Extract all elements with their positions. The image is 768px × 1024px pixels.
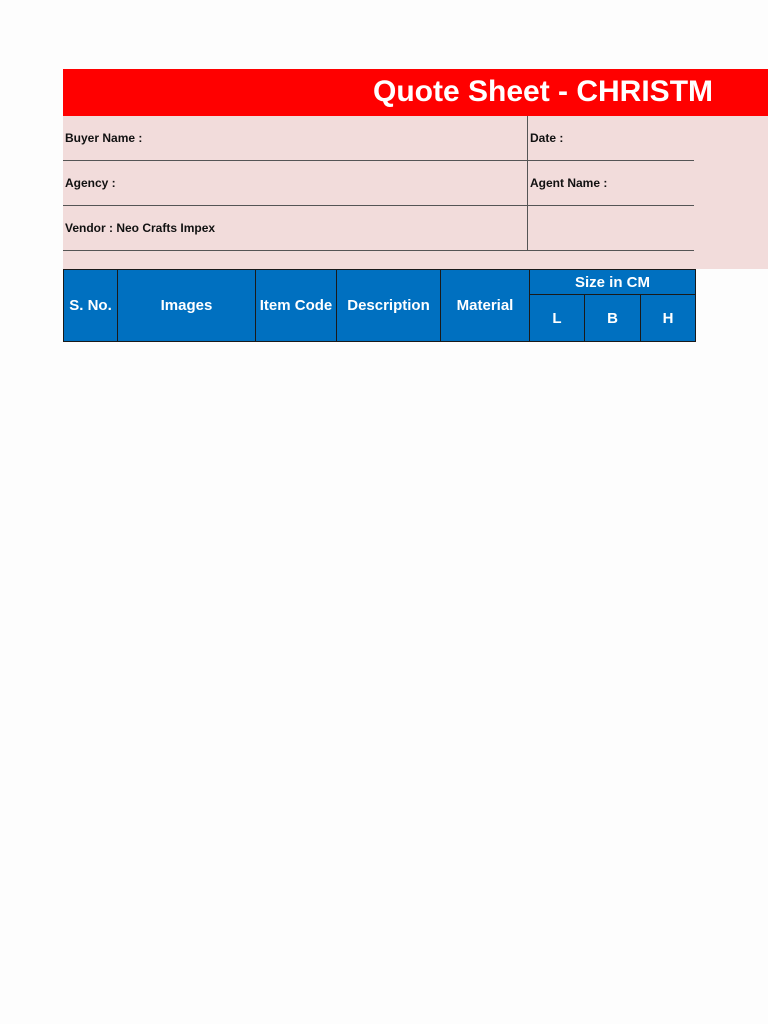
info-row-agency <box>63 161 694 206</box>
buyer-name-cell[interactable]: Buyer Name : <box>63 116 528 161</box>
length-header[interactable]: L <box>530 295 585 342</box>
sheet-title: Quote Sheet - CHRISTM <box>373 75 714 108</box>
images-header[interactable]: Images <box>118 270 256 342</box>
date-cell[interactable]: Date : <box>528 116 695 161</box>
size-in-cm-header[interactable]: Size in CM <box>530 270 696 295</box>
info-grid <box>63 116 694 251</box>
header-row-top <box>64 270 696 295</box>
title-bar <box>63 69 768 116</box>
breadth-header[interactable]: B <box>585 295 641 342</box>
serial-no-header[interactable]: S. No. <box>64 270 118 342</box>
info-row-vendor <box>63 206 694 251</box>
agency-cell[interactable]: Agency : <box>63 161 528 206</box>
item-code-header[interactable]: Item Code <box>256 270 337 342</box>
info-row-buyer <box>63 116 694 161</box>
items-table-header <box>63 269 696 342</box>
height-header[interactable]: H <box>641 295 696 342</box>
material-header[interactable]: Material <box>441 270 530 342</box>
description-header[interactable]: Description <box>337 270 441 342</box>
agent-name-cell[interactable]: Agent Name : <box>528 161 695 206</box>
empty-info-cell[interactable] <box>528 206 695 251</box>
vendor-cell[interactable]: Vendor : Neo Crafts Impex <box>63 206 528 251</box>
